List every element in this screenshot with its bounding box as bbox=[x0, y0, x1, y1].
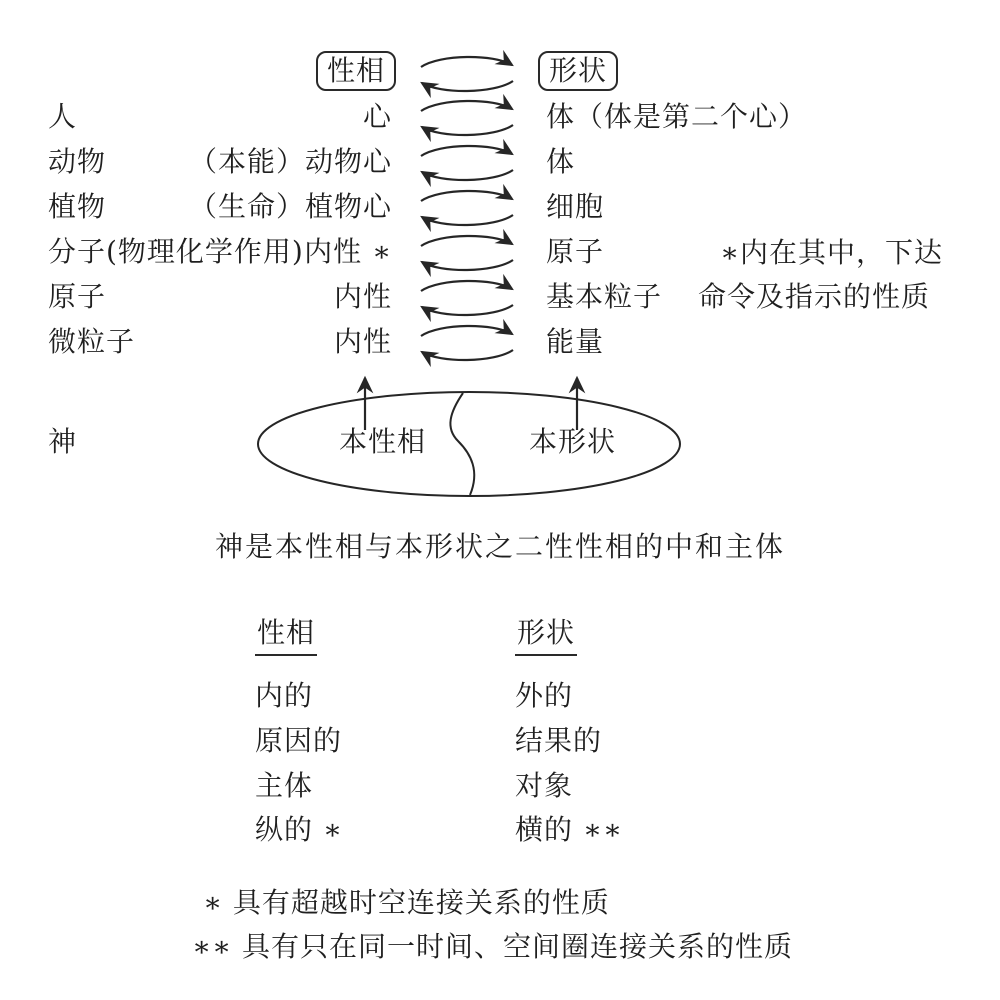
header-box-right-label: 形状 bbox=[549, 54, 608, 87]
footnote-double-asterisk: ∗∗ 具有只在同一时间、空间圈连接关系的性质 bbox=[192, 930, 793, 963]
row-outer-molecule: 原子 bbox=[546, 235, 605, 268]
row-level-plant: 植物 bbox=[48, 190, 107, 223]
exchange-arrow-bottom-4 bbox=[422, 260, 513, 270]
row-inner-molecule: 内性 ∗ bbox=[304, 235, 392, 268]
ellipse-label-original-nature: 本性相 bbox=[339, 425, 427, 458]
table-cell-subject: 主体 bbox=[255, 769, 314, 802]
exchange-arrow-top-4 bbox=[421, 236, 512, 246]
row-inner-human: 心 bbox=[362, 100, 392, 133]
exchange-arrow-bottom-1 bbox=[422, 125, 513, 135]
row-inner-atom: 内性 bbox=[333, 280, 392, 313]
table-header-left-label: 性相 bbox=[255, 616, 317, 656]
caption-sentence: 神是本性相与本形状之二性性相的中和主体 bbox=[215, 530, 786, 563]
table-cell-inner: 内的 bbox=[255, 679, 314, 712]
row-outer-animal: 体 bbox=[546, 145, 576, 178]
exchange-arrow-bottom-2 bbox=[422, 170, 513, 180]
row-level-animal: 动物 bbox=[48, 145, 107, 178]
origin-ellipse-outline bbox=[258, 392, 680, 496]
exchange-arrow-bottom-0 bbox=[422, 81, 513, 91]
origin-ellipse-divider bbox=[450, 393, 474, 495]
table-header-xingxiang bbox=[255, 618, 317, 648]
exchange-arrow-top-2 bbox=[421, 146, 512, 156]
side-note-line1: ∗内在其中，下达 bbox=[720, 236, 944, 269]
exchange-arrow-bottom-6 bbox=[422, 350, 513, 360]
table-cell-resultant: 结果的 bbox=[515, 724, 603, 757]
footnote-single-asterisk: ∗ 具有超越时空连接关系的性质 bbox=[203, 886, 610, 919]
header-box-xingzhuang bbox=[538, 51, 618, 91]
row-level-human: 人 bbox=[48, 100, 78, 133]
row-level-atom: 原子 bbox=[48, 280, 107, 313]
table-cell-horizontal: 横的 ∗∗ bbox=[515, 813, 623, 846]
exchange-arrow-bottom-5 bbox=[422, 305, 513, 315]
row-inner-plant: （生命）植物心 bbox=[188, 190, 392, 223]
god-label: 神 bbox=[48, 425, 78, 458]
row-level-molecule: 分子(物理化学作用) bbox=[48, 235, 304, 268]
exchange-arrow-top-6 bbox=[421, 326, 512, 336]
exchange-arrow-bottom-3 bbox=[422, 215, 513, 225]
exchange-arrow-top-1 bbox=[421, 101, 512, 111]
ellipse-label-original-form: 本形状 bbox=[529, 425, 617, 458]
side-note-line2: 命令及指示的性质 bbox=[698, 280, 931, 313]
header-box-xingxiang bbox=[316, 51, 396, 91]
row-outer-particle: 能量 bbox=[546, 325, 605, 358]
table-header-xingzhuang bbox=[515, 618, 577, 648]
table-cell-vertical: 纵的 ∗ bbox=[255, 813, 343, 846]
exchange-arrow-top-3 bbox=[421, 191, 512, 201]
row-outer-atom: 基本粒子 bbox=[546, 280, 663, 313]
exchange-arrow-top-0 bbox=[421, 57, 512, 67]
table-cell-outer: 外的 bbox=[515, 679, 574, 712]
row-outer-plant: 细胞 bbox=[546, 190, 605, 223]
row-outer-human: 体（体是第二个心） bbox=[546, 100, 808, 133]
exchange-arrow-top-5 bbox=[421, 281, 512, 291]
row-inner-animal: （本能）动物心 bbox=[188, 145, 392, 178]
table-header-right-label: 形状 bbox=[515, 616, 577, 656]
row-inner-particle: 内性 bbox=[333, 325, 392, 358]
table-cell-causal: 原因的 bbox=[255, 724, 343, 757]
row-level-particle: 微粒子 bbox=[48, 325, 136, 358]
header-box-left-label: 性相 bbox=[327, 54, 386, 87]
table-cell-object: 对象 bbox=[515, 769, 574, 802]
